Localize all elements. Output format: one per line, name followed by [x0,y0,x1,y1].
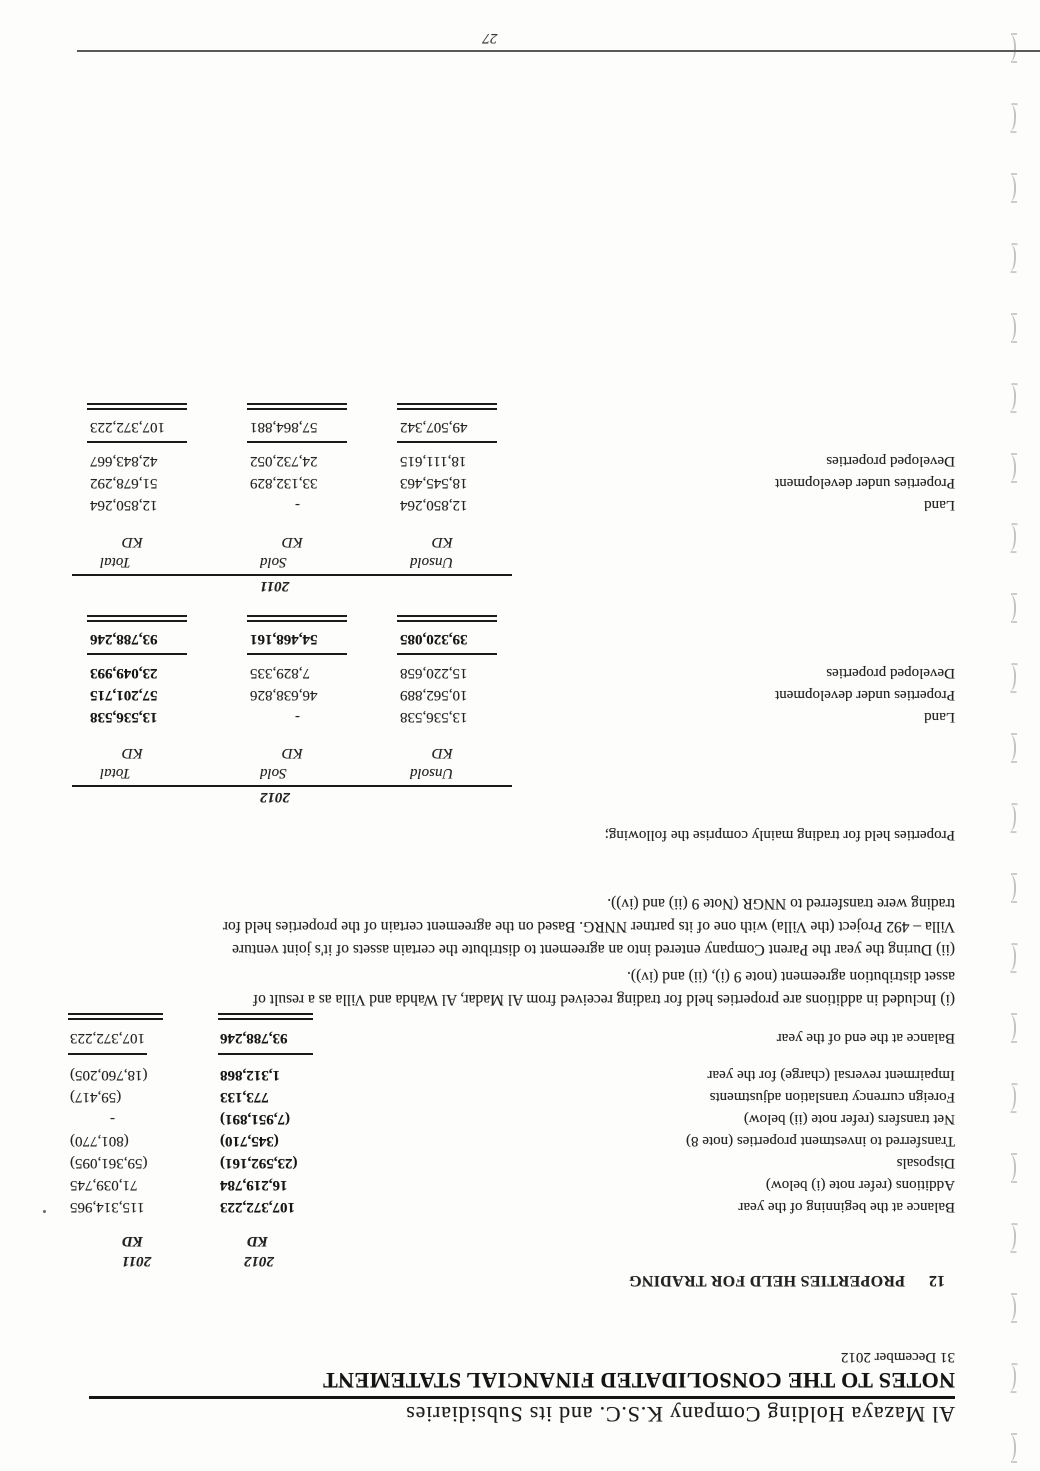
binding-mark [1007,245,1017,271]
table-row [0,1085,1040,1105]
table-row [0,1129,1040,1149]
amount-unsold: 18,545,463 [400,475,468,491]
amount-2012: 773,133 [220,1089,269,1105]
footer-rule [77,50,1040,52]
breakdown-2011-column-headers [0,550,1040,570]
note-line: Villa – 492 Project (the Villa) with one of its partner NNRG. Based on the agreement certain of the properties held for [222,918,955,935]
binding-mark [1007,1365,1017,1391]
totals-row [0,627,1040,647]
company-name: Al Mazaya Holding Company K.S.C. and its Subsidiaries [405,1402,955,1427]
amount-2011: 115,314,965 [70,1199,145,1215]
amount-2011: (18,760,205) [70,1067,148,1083]
table-row [0,683,1040,703]
binding-mark [1007,385,1017,411]
total-double-rule [247,403,347,410]
currency-label: KD [122,534,143,550]
document-title: NOTES TO THE CONSOLIDATED FINANCIAL STATEMENT [322,1368,955,1393]
amount-2012: 16,219,784 [220,1177,288,1193]
totals-row [0,415,1040,435]
subtotal-rule [247,441,347,443]
row-label: Properties under development [775,475,955,491]
comprise-intro: Properties held for trading mainly comprise the following; [604,827,955,843]
binding-mark [1007,175,1016,201]
amount-sold: 33,132,829 [250,475,318,491]
amount-sold: 24,732,052 [250,453,318,469]
total-double-rule [68,1013,163,1020]
amount-2011: (59,361,095) [70,1155,148,1171]
column-header-total: Total [100,765,131,781]
column-header-sold: Sold [260,765,287,781]
year-label: 2011 [260,578,290,594]
row-label: Properties under development [775,687,955,703]
binding-mark [1007,875,1016,901]
column-header-unsold: Unsold [410,765,454,781]
amount-total: 42,843,667 [90,453,158,469]
row-label: Balance at the end of the year [776,1030,955,1046]
year-label: 2012 [260,789,290,805]
table-row [0,1107,1040,1127]
total-double-rule [397,615,497,622]
report-date: 31 December 2012 [840,1349,955,1365]
binding-mark [1007,945,1017,971]
amount-total: 23,049,993 [90,665,158,681]
total-sold: 54,468,161 [250,631,318,647]
closing-balance-row [0,1026,1040,1046]
currency-label: KD [282,534,303,550]
row-label: Developed properties [826,453,955,469]
total-double-rule [397,403,497,410]
subtotal-rule [87,441,187,443]
row-label: Foreign currency translation adjustments [709,1089,955,1105]
binding-mark [1007,315,1016,341]
amount-2012: (23,592,161) [220,1155,298,1171]
total-double-rule [87,403,187,410]
currency-label: KD [432,534,453,550]
currency-label: KD [122,745,143,761]
currency-label: KD [432,745,453,761]
row-label: Developed properties [826,665,955,681]
currency-label: KD [282,745,303,761]
amount-sold: 7,829,335 [250,665,310,681]
note-line: asset distribution agreement (note 9 (i), (ii) and (iv)). [627,968,955,985]
note-i [253,962,955,1008]
breakdown-2012-column-headers [0,761,1040,781]
row-label: Disposals [896,1155,955,1171]
row-label: Net transfers (refer note (ii) below) [743,1111,955,1127]
section-title: PROPERTIES HELD FOR TRADING [628,1272,905,1289]
binding-mark [1007,35,1016,61]
row-label: Impairment reversal (charge) for the year [707,1067,955,1083]
amount-2012: 93,788,246 [220,1030,288,1046]
table-row [0,471,1040,491]
movement-year-header-row [0,1249,1040,1269]
amount-unsold: 15,220,658 [400,665,468,681]
table-row [0,449,1040,469]
amount-total: 12,850,264 [90,497,158,513]
breakdown-2012-year-row [0,785,1040,805]
column-header-unsold: Unsold [410,554,454,570]
note-ii [223,889,955,958]
amount-2012: 107,372,223 [220,1199,295,1215]
amount-2012: (345,710) [220,1133,279,1149]
total-unsold: 39,320,085 [400,631,468,647]
amount-sold: 46,638,826 [250,687,318,703]
amount-2012: 1,312,868 [220,1067,280,1083]
amount-total: 57,201,715 [90,687,158,703]
binding-mark [1007,805,1017,831]
column-header-2011: 2011 [122,1253,152,1269]
column-header-sold: Sold [260,554,287,570]
amount-unsold: 18,111,615 [400,453,467,469]
currency-label-2012: KD [247,1233,268,1249]
note-line: (ii) During the year the Parent Company entered into an agreement to distribute the certain assets of it's joint venture [232,941,955,958]
total-sold: 57,864,881 [250,419,318,435]
amount-total: 51,678,292 [90,475,158,491]
breakdown-2012-currency-row [0,741,1040,761]
year-header-rule [72,574,512,576]
amount-2011: - [110,1111,115,1127]
amount-2011: (801,770) [70,1133,129,1149]
total-double-rule [247,615,347,622]
total-unsold: 49,507,342 [400,419,468,435]
header-underline [89,1396,955,1399]
subtotal-rule [68,1053,147,1055]
binding-mark [1007,1435,1016,1461]
amount-2011: 71,039,745 [70,1177,138,1193]
row-label: Balance at the beginning of the year [738,1199,955,1215]
table-row [0,1173,1040,1193]
column-header-total: Total [100,554,131,570]
subtotal-rule [218,1053,313,1055]
total-double-rule [87,615,187,622]
amount-total: 13,536,538 [90,709,158,725]
table-row [0,661,1040,681]
total-total: 93,788,246 [90,631,158,647]
note-line: (i) Included in additions are properties held for trading received from Al Madar, Al Wahda and Villa as a result of [252,991,955,1008]
table-row [0,1151,1040,1171]
amount-unsold: 13,536,538 [400,709,468,725]
subtotal-rule [397,653,497,655]
section-number: 12 [929,1272,945,1289]
total-double-rule [218,1013,313,1020]
breakdown-2011-currency-row [0,530,1040,550]
table-row [0,493,1040,513]
row-label: Transferred to investment properties (note 8) [686,1133,955,1149]
amount-2012: (7,951,891) [220,1111,290,1127]
year-header-rule [72,785,512,787]
note-line: trading were transferred to NNGR (Note 9 (ii) and (iv)). [607,895,955,912]
row-label: Land [924,497,955,513]
column-header-2012: 2012 [244,1253,274,1269]
table-row [0,1195,1040,1215]
page-number: 27 [482,30,498,46]
amount-unsold: 10,562,889 [400,687,468,703]
amount-sold: - [295,497,300,513]
table-row [0,705,1040,725]
amount-2011: 107,372,223 [70,1030,145,1046]
total-total: 107,372,223 [90,419,165,435]
amount-2011: (59,417) [70,1089,122,1105]
binding-mark [1007,1295,1016,1321]
table-row [0,1063,1040,1083]
subtotal-rule [397,441,497,443]
row-label: Additions (refer note (i) below) [765,1177,955,1193]
subtotal-rule [247,653,347,655]
currency-label-2011: KD [122,1233,143,1249]
movement-currency-header-row [0,1229,1040,1249]
binding-mark [1007,105,1017,131]
row-label: Land [924,709,955,725]
breakdown-2011-year-row [0,574,1040,594]
amount-unsold: 12,850,264 [400,497,468,513]
subtotal-rule [87,653,187,655]
amount-sold: - [295,709,300,725]
binding-mark [1007,595,1016,621]
